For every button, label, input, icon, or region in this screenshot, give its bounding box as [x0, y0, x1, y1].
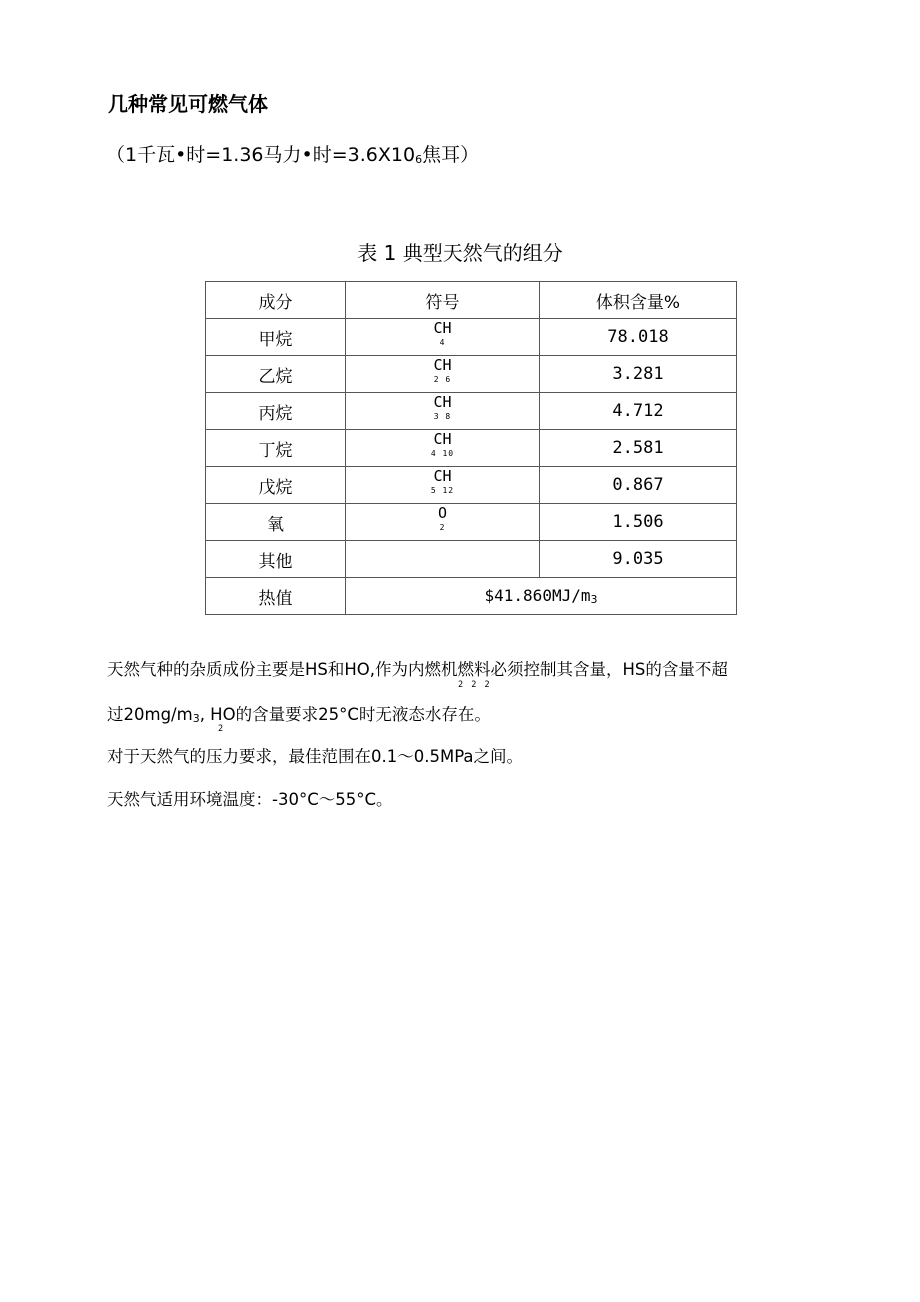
table-row	[206, 504, 737, 541]
table-row	[206, 541, 737, 578]
heat-value-label: 热值	[206, 578, 346, 615]
table-row	[206, 356, 737, 393]
component-name: 丁烷	[206, 430, 346, 467]
component-volume: 1.506	[540, 504, 737, 541]
component-volume: 0.867	[540, 467, 737, 504]
unit-conversion-note	[106, 140, 479, 167]
note-prefix: （1千瓦•时=1.36马力•时=3.6X10	[106, 144, 416, 166]
table-row	[206, 319, 737, 356]
paragraph-limits-subscript: 2	[218, 724, 225, 734]
component-name: 丙烷	[206, 393, 346, 430]
component-volume: 78.018	[540, 319, 737, 356]
component-name: 乙烷	[206, 356, 346, 393]
component-formula: CH 2 6	[346, 356, 540, 393]
table-row	[206, 393, 737, 430]
note-suffix: 焦耳）	[422, 144, 480, 166]
component-formula: CH 4	[346, 319, 540, 356]
paragraph-limits: 过20mg/m3, HO的含量要求25°C时无液态水存在。	[107, 705, 491, 725]
note-exponent: 6	[415, 153, 423, 166]
component-formula	[346, 541, 540, 578]
heat-value: $41.860MJ/m3	[346, 578, 737, 615]
heat-value-row	[206, 578, 737, 615]
component-volume: 3.281	[540, 356, 737, 393]
component-name: 氧	[206, 504, 346, 541]
header-component: 成分	[206, 282, 346, 319]
component-volume: 2.581	[540, 430, 737, 467]
component-name: 其他	[206, 541, 346, 578]
header-symbol: 符号	[346, 282, 540, 319]
composition-table	[205, 281, 737, 615]
component-volume: 9.035	[540, 541, 737, 578]
paragraph-impurities-subscripts: 2 2 2	[458, 680, 492, 690]
component-name: 甲烷	[206, 319, 346, 356]
component-volume: 4.712	[540, 393, 737, 430]
table-caption: 表 1 典型天然气的组分	[357, 241, 563, 265]
header-volume: 体积含量%	[540, 282, 737, 319]
component-formula: O 2	[346, 504, 540, 541]
paragraph-impurities: 天然气种的杂质成份主要是HS和HO,作为内燃机燃料必须控制其含量，HS的含量不超	[107, 660, 728, 679]
table-row	[206, 467, 737, 504]
table-row	[206, 430, 737, 467]
component-formula: CH 3 8	[346, 393, 540, 430]
component-formula: CH 5 12	[346, 467, 540, 504]
page-heading: 几种常见可燃气体	[108, 92, 268, 116]
component-formula: CH 4 10	[346, 430, 540, 467]
paragraph-pressure: 对于天然气的压力要求，最佳范围在0.1～0.5MPa之间。	[107, 747, 524, 766]
table-header-row	[206, 282, 737, 319]
component-name: 戊烷	[206, 467, 346, 504]
paragraph-temperature: 天然气适用环境温度：-30°C～55°C。	[107, 790, 393, 809]
